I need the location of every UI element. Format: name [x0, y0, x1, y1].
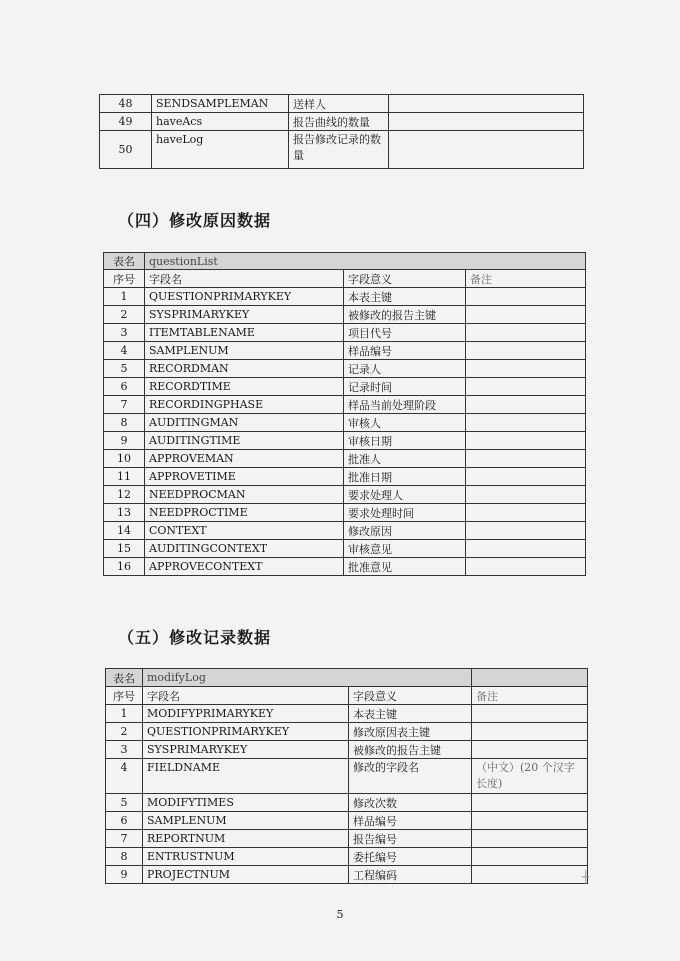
field-note	[389, 95, 584, 113]
field-name: haveAcs	[152, 113, 289, 131]
field-note	[466, 414, 586, 432]
row-number: 2	[104, 306, 145, 324]
field-meaning: 被修改的报告主键	[344, 306, 466, 324]
table-questionlist	[103, 252, 586, 576]
table-row	[104, 432, 586, 450]
field-meaning: 本表主键	[344, 288, 466, 306]
table-row	[104, 342, 586, 360]
field-note: （中文）(20 个汉字长度)	[472, 759, 588, 794]
field-note	[466, 306, 586, 324]
field-note	[472, 812, 588, 830]
field-name: RECORDINGPHASE	[145, 396, 344, 414]
field-meaning: 修改原因表主键	[349, 723, 472, 741]
field-note	[466, 450, 586, 468]
field-name: ENTRUSTNUM	[143, 848, 349, 866]
margin-mark: ┼	[582, 870, 590, 884]
header-field: 字段名	[143, 687, 349, 705]
row-number: 5	[106, 794, 143, 812]
row-number: 13	[104, 504, 145, 522]
field-note	[472, 705, 588, 723]
field-note	[472, 794, 588, 812]
table-name-row	[104, 253, 586, 270]
field-note	[472, 848, 588, 866]
row-number: 5	[104, 360, 145, 378]
field-note	[466, 378, 586, 396]
field-meaning: 报告修改记录的数量	[289, 131, 389, 169]
row-number: 8	[104, 414, 145, 432]
field-meaning: 修改次数	[349, 794, 472, 812]
row-number: 6	[106, 812, 143, 830]
row-number: 9	[104, 432, 145, 450]
table-name: modifyLog	[143, 669, 472, 687]
row-number: 14	[104, 522, 145, 540]
field-note	[466, 396, 586, 414]
table-row	[100, 131, 584, 169]
section-heading-5: （五）修改记录数据	[118, 628, 272, 647]
field-name: SAMPLENUM	[143, 812, 349, 830]
table-name-extra	[472, 669, 588, 687]
row-number: 7	[104, 396, 145, 414]
header-note: 备注	[466, 270, 586, 288]
header-note: 备注	[472, 687, 588, 705]
field-meaning: 委托编号	[349, 848, 472, 866]
field-meaning: 送样人	[289, 95, 389, 113]
field-name: REPORTNUM	[143, 830, 349, 848]
table-row	[104, 324, 586, 342]
field-meaning: 记录时间	[344, 378, 466, 396]
field-name: CONTEXT	[145, 522, 344, 540]
table-row	[104, 486, 586, 504]
row-number: 50	[100, 131, 152, 169]
table-label: 表名	[104, 253, 145, 270]
row-number: 3	[106, 741, 143, 759]
table-row	[104, 468, 586, 486]
field-name: NEEDPROCMAN	[145, 486, 344, 504]
field-meaning: 报告编号	[349, 830, 472, 848]
field-name: SYSPRIMARYKEY	[143, 741, 349, 759]
header-row	[104, 270, 586, 288]
row-number: 7	[106, 830, 143, 848]
row-number: 1	[104, 288, 145, 306]
field-meaning: 审核日期	[344, 432, 466, 450]
field-meaning: 要求处理人	[344, 486, 466, 504]
header-meaning: 字段意义	[349, 687, 472, 705]
field-name: QUESTIONPRIMARYKEY	[143, 723, 349, 741]
table-row	[104, 540, 586, 558]
field-note	[466, 522, 586, 540]
header-field: 字段名	[145, 270, 344, 288]
row-number: 9	[106, 866, 143, 884]
field-meaning: 修改的字段名	[349, 759, 472, 794]
table-continued	[99, 94, 584, 169]
field-name: SYSPRIMARYKEY	[145, 306, 344, 324]
table-row	[104, 522, 586, 540]
field-name: PROJECTNUM	[143, 866, 349, 884]
field-note	[389, 113, 584, 131]
field-meaning: 批准意见	[344, 558, 466, 576]
header-no: 序号	[106, 687, 143, 705]
row-number: 4	[106, 759, 143, 794]
row-number: 12	[104, 486, 145, 504]
field-meaning: 项目代号	[344, 324, 466, 342]
table-row	[100, 95, 584, 113]
row-number: 3	[104, 324, 145, 342]
table-row	[104, 360, 586, 378]
field-note	[466, 360, 586, 378]
field-note	[389, 131, 584, 169]
field-meaning: 批准人	[344, 450, 466, 468]
field-name: haveLog	[152, 131, 289, 169]
table-row	[106, 759, 588, 794]
field-meaning: 审核意见	[344, 540, 466, 558]
table-row	[104, 378, 586, 396]
table-body	[104, 288, 586, 576]
field-name: APPROVETIME	[145, 468, 344, 486]
field-note	[466, 324, 586, 342]
row-number: 11	[104, 468, 145, 486]
field-name: MODIFYPRIMARYKEY	[143, 705, 349, 723]
field-note	[466, 504, 586, 522]
field-note	[466, 486, 586, 504]
row-number: 15	[104, 540, 145, 558]
page-number: 5	[336, 908, 344, 921]
table-row	[100, 113, 584, 131]
field-name: AUDITINGTIME	[145, 432, 344, 450]
field-meaning: 要求处理时间	[344, 504, 466, 522]
table-name-row	[106, 669, 588, 687]
field-name: FIELDNAME	[143, 759, 349, 794]
field-meaning: 审核人	[344, 414, 466, 432]
field-name: ITEMTABLENAME	[145, 324, 344, 342]
table-row	[104, 414, 586, 432]
field-name: RECORDTIME	[145, 378, 344, 396]
field-name: APPROVECONTEXT	[145, 558, 344, 576]
field-name: SAMPLENUM	[145, 342, 344, 360]
row-number: 4	[104, 342, 145, 360]
field-name: AUDITINGMAN	[145, 414, 344, 432]
table-row	[106, 830, 588, 848]
field-name: RECORDMAN	[145, 360, 344, 378]
field-note	[466, 432, 586, 450]
row-number: 48	[100, 95, 152, 113]
field-note	[472, 723, 588, 741]
table-row	[106, 723, 588, 741]
table-row	[104, 504, 586, 522]
table-row	[106, 705, 588, 723]
table-label: 表名	[106, 669, 143, 687]
row-number: 10	[104, 450, 145, 468]
field-note	[466, 558, 586, 576]
field-name: NEEDPROCTIME	[145, 504, 344, 522]
table-row	[106, 848, 588, 866]
row-number: 6	[104, 378, 145, 396]
field-meaning: 样品编号	[349, 812, 472, 830]
row-number: 2	[106, 723, 143, 741]
field-name: SENDSAMPLEMAN	[152, 95, 289, 113]
field-meaning: 修改原因	[344, 522, 466, 540]
field-meaning: 本表主键	[349, 705, 472, 723]
field-note	[466, 288, 586, 306]
field-meaning: 报告曲线的数量	[289, 113, 389, 131]
table-row	[106, 866, 588, 884]
field-meaning: 记录人	[344, 360, 466, 378]
field-meaning: 工程编码	[349, 866, 472, 884]
field-meaning: 样品编号	[344, 342, 466, 360]
row-number: 49	[100, 113, 152, 131]
section-heading-4: （四）修改原因数据	[118, 211, 272, 230]
field-note	[472, 741, 588, 759]
header-row	[106, 687, 588, 705]
field-note	[466, 468, 586, 486]
field-note	[472, 866, 588, 884]
row-number: 8	[106, 848, 143, 866]
field-name: AUDITINGCONTEXT	[145, 540, 344, 558]
field-meaning: 被修改的报告主键	[349, 741, 472, 759]
row-number: 1	[106, 705, 143, 723]
table-modifylog	[105, 668, 588, 884]
field-name: APPROVEMAN	[145, 450, 344, 468]
field-meaning: 样品当前处理阶段	[344, 396, 466, 414]
table-row	[106, 812, 588, 830]
header-no: 序号	[104, 270, 145, 288]
field-note	[466, 540, 586, 558]
table-body	[106, 705, 588, 884]
header-meaning: 字段意义	[344, 270, 466, 288]
table-row	[106, 741, 588, 759]
field-note	[472, 830, 588, 848]
table-row	[104, 450, 586, 468]
table-row	[104, 306, 586, 324]
table-name: questionList	[145, 253, 586, 270]
field-meaning: 批准日期	[344, 468, 466, 486]
field-name: MODIFYTIMES	[143, 794, 349, 812]
field-name: QUESTIONPRIMARYKEY	[145, 288, 344, 306]
row-number: 16	[104, 558, 145, 576]
table-row	[104, 396, 586, 414]
table-row	[104, 558, 586, 576]
table-row	[104, 288, 586, 306]
table-row	[106, 794, 588, 812]
field-note	[466, 342, 586, 360]
